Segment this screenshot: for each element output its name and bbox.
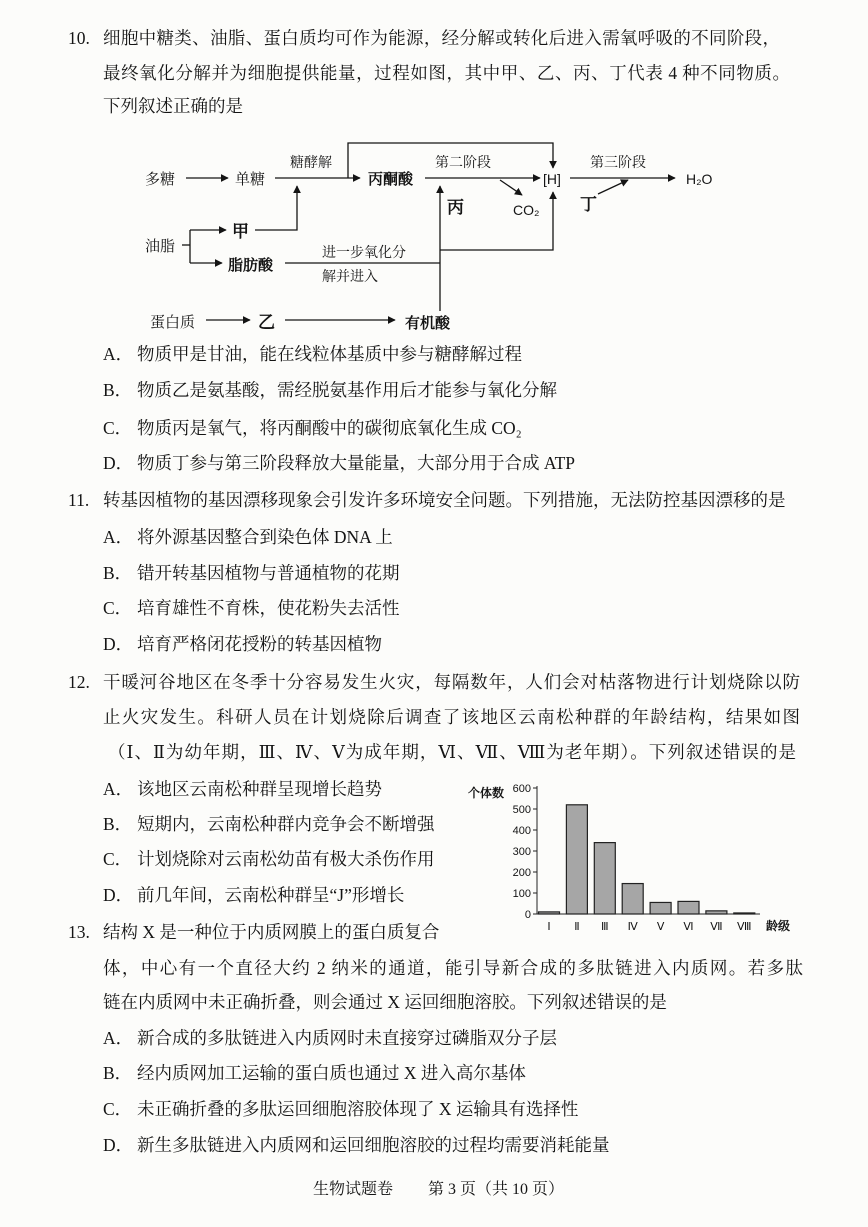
option-a (103, 777, 382, 801)
x-category-label: Ⅶ (710, 921, 723, 933)
y-tick-label: 300 (512, 846, 531, 858)
bar-6 (678, 901, 699, 914)
substance-yi-label: 乙 (258, 313, 275, 332)
option-b (103, 378, 557, 402)
option-text: 经内质网加工运输的蛋白质也通过 X 进入高尔基体 (137, 1063, 526, 1083)
option-text: 计划烧除对云南松幼苗有极大杀伤作用 (137, 849, 435, 869)
arrow-ding-input (598, 180, 628, 194)
fatty-acid-label: 脂肪酸 (228, 258, 274, 274)
x-category-label: Ⅲ (601, 921, 609, 933)
option-label: A． (103, 1028, 134, 1048)
option-label: B． (103, 380, 133, 400)
fat-label: 油脂 (145, 239, 176, 255)
option-text: 短期内，云南松种群内竞争会不断增强 (137, 814, 435, 834)
oxidation-label-line1: 进一步氧化分 (322, 246, 406, 261)
option-text: 前几年间，云南松种群呈“J”形增长 (137, 885, 405, 905)
option-label: B． (103, 1063, 133, 1083)
bar-5 (650, 902, 671, 914)
bar-1 (539, 912, 560, 914)
question-stem-line: 干暖河谷地区在冬季十分容易发生火灾，每隔数年，人们会对枯落物进行计划烧除以防 (103, 672, 800, 692)
x-category-label: Ⅷ (737, 921, 752, 933)
option-b (103, 812, 435, 836)
option-d (103, 1133, 610, 1157)
question-stem-line: （Ⅰ、Ⅱ为幼年期，Ⅲ、Ⅳ、Ⅴ为成年期，Ⅵ、Ⅶ、Ⅷ为老年期）。下列叙述错误的是 (108, 742, 796, 762)
question-number: 11. (68, 490, 90, 510)
age-structure-bar-chart (460, 770, 800, 940)
y-tick-label: 0 (524, 909, 531, 921)
option-label: B． (103, 563, 133, 583)
water-label: H₂O (686, 171, 713, 187)
question-stem-line: 结构 X 是一种位于内质网膜上的蛋白质复合 (103, 922, 440, 942)
x-category-label: Ⅵ (683, 921, 694, 933)
option-label: A． (103, 344, 134, 364)
x-axis-label: 龄级 (766, 919, 791, 933)
question-number: 10. (68, 28, 90, 48)
option-label: A． (103, 779, 134, 799)
arrow-jia-to-glycolysis (255, 186, 297, 230)
question-number: 13. (68, 922, 90, 942)
question-stem-line: 体，中心有一个直径大约 2 纳米的通道，能引导新合成的多肽链进入内质网。若多肽 (103, 958, 803, 978)
option-d (103, 451, 575, 475)
option-b (103, 1061, 526, 1085)
bar-2 (566, 805, 587, 914)
question-stem-line: 细胞中糖类、油脂、蛋白质均可作为能源，经分解或转化后进入需氧呼吸的不同阶段， (103, 28, 780, 48)
bar-8 (734, 913, 755, 914)
substance-bing-label: 丙 (447, 198, 464, 217)
option-label: B． (103, 814, 133, 834)
option-text: 培育严格闭花授粉的转基因植物 (137, 634, 382, 654)
x-category-label: Ⅰ (547, 921, 551, 933)
y-tick-label: 400 (512, 825, 531, 837)
option-label: C． (103, 1099, 133, 1119)
question-stem-line: 链在内质网中未正确折叠，则会通过 X 运回细胞溶胶。下列叙述错误的是 (103, 992, 667, 1012)
option-text: 物质丙是氧气，将丙酮酸中的碳彻底氧化生成 CO₂ (137, 418, 522, 438)
option-label: D． (103, 1135, 134, 1155)
monosaccharide-label: 单糖 (235, 172, 266, 188)
pyruvate-label: 丙酮酸 (368, 172, 414, 188)
option-a (103, 1026, 557, 1050)
option-c (103, 596, 400, 620)
polysaccharide-label: 多糖 (145, 172, 176, 188)
option-text: 新合成的多肽链进入内质网时未直接穿过磷脂双分子层 (137, 1028, 557, 1048)
substance-ding-label: 丁 (580, 195, 597, 214)
question-stem-line: 转基因植物的基因漂移现象会引发许多环境安全问题。下列措施，无法防控基因漂移的是 (103, 490, 786, 510)
co2-label: CO₂ (513, 202, 540, 218)
option-label: C． (103, 418, 133, 438)
y-tick-label: 600 (512, 783, 531, 795)
option-label: D． (103, 453, 134, 473)
option-text: 新生多肽链进入内质网和运回细胞溶胶的过程均需要消耗能量 (137, 1135, 610, 1155)
y-tick-label: 200 (512, 867, 531, 879)
option-label: D． (103, 885, 134, 905)
option-label: C． (103, 598, 133, 618)
x-category-label: Ⅱ (574, 921, 580, 933)
y-tick-label: 100 (512, 888, 531, 900)
bar-4 (622, 884, 643, 914)
organic-acid-label: 有机酸 (405, 316, 451, 332)
option-c (103, 416, 522, 440)
question-stem-line: 止火灾发生。科研人员在计划烧除后调查了该地区云南松种群的年龄结构，结果如图 (103, 707, 800, 727)
option-text: 培育雄性不育株，使花粉失去活性 (137, 598, 400, 618)
option-text: 未正确折叠的多肽运回细胞溶胶体现了 X 运输具有选择性 (137, 1099, 579, 1119)
bar-3 (594, 843, 615, 914)
option-text: 物质乙是氨基酸，需经脱氨基作用后才能参与氧化分解 (137, 380, 557, 400)
option-d (103, 632, 382, 656)
option-c (103, 847, 435, 871)
footer-page-number: 第 3 页（共 10 页） (428, 1181, 565, 1198)
option-c (103, 1097, 578, 1121)
option-text: 将外源基因整合到染色体 DNA 上 (137, 527, 393, 547)
oxidation-label-line2: 解并进入 (322, 270, 378, 285)
y-axis-label: 个体数 (468, 786, 505, 800)
option-a (103, 525, 393, 549)
option-text: 错开转基因植物与普通植物的花期 (137, 563, 400, 583)
question-stem-line: 下列叙述正确的是 (103, 96, 243, 116)
question-number: 12. (68, 672, 90, 692)
stage-three-label: 第三阶段 (590, 156, 646, 171)
glycolysis-label: 糖酵解 (290, 156, 332, 171)
option-b (103, 561, 400, 585)
option-a (103, 342, 522, 366)
footer-subject: 生物试题卷 (313, 1181, 394, 1198)
substance-jia-label: 甲 (232, 222, 249, 241)
stage-two-label: 第二阶段 (435, 156, 491, 171)
x-category-label: Ⅴ (656, 921, 665, 933)
y-tick-label: 500 (512, 804, 531, 816)
x-category-label: Ⅳ (627, 921, 638, 933)
option-text: 物质甲是甘油，能在线粒体基质中参与糖酵解过程 (137, 344, 522, 364)
option-text: 该地区云南松种群呈现增长趋势 (137, 779, 382, 799)
arrow-co2-output (500, 180, 522, 195)
bar-7 (706, 911, 727, 914)
protein-label: 蛋白质 (150, 315, 196, 331)
option-d (103, 883, 404, 907)
option-label: C． (103, 849, 133, 869)
option-text: 物质丁参与第三阶段释放大量能量，大部分用于合成 ATP (137, 453, 575, 473)
option-label: D． (103, 634, 134, 654)
question-stem-line: 最终氧化分解并为细胞提供能量，过程如图，其中甲、乙、丙、丁代表 4 种不同物质。 (103, 63, 790, 83)
hydrogen-label: [H] (543, 171, 561, 187)
option-label: A． (103, 527, 134, 547)
respiration-pathway-diagram (120, 130, 740, 345)
